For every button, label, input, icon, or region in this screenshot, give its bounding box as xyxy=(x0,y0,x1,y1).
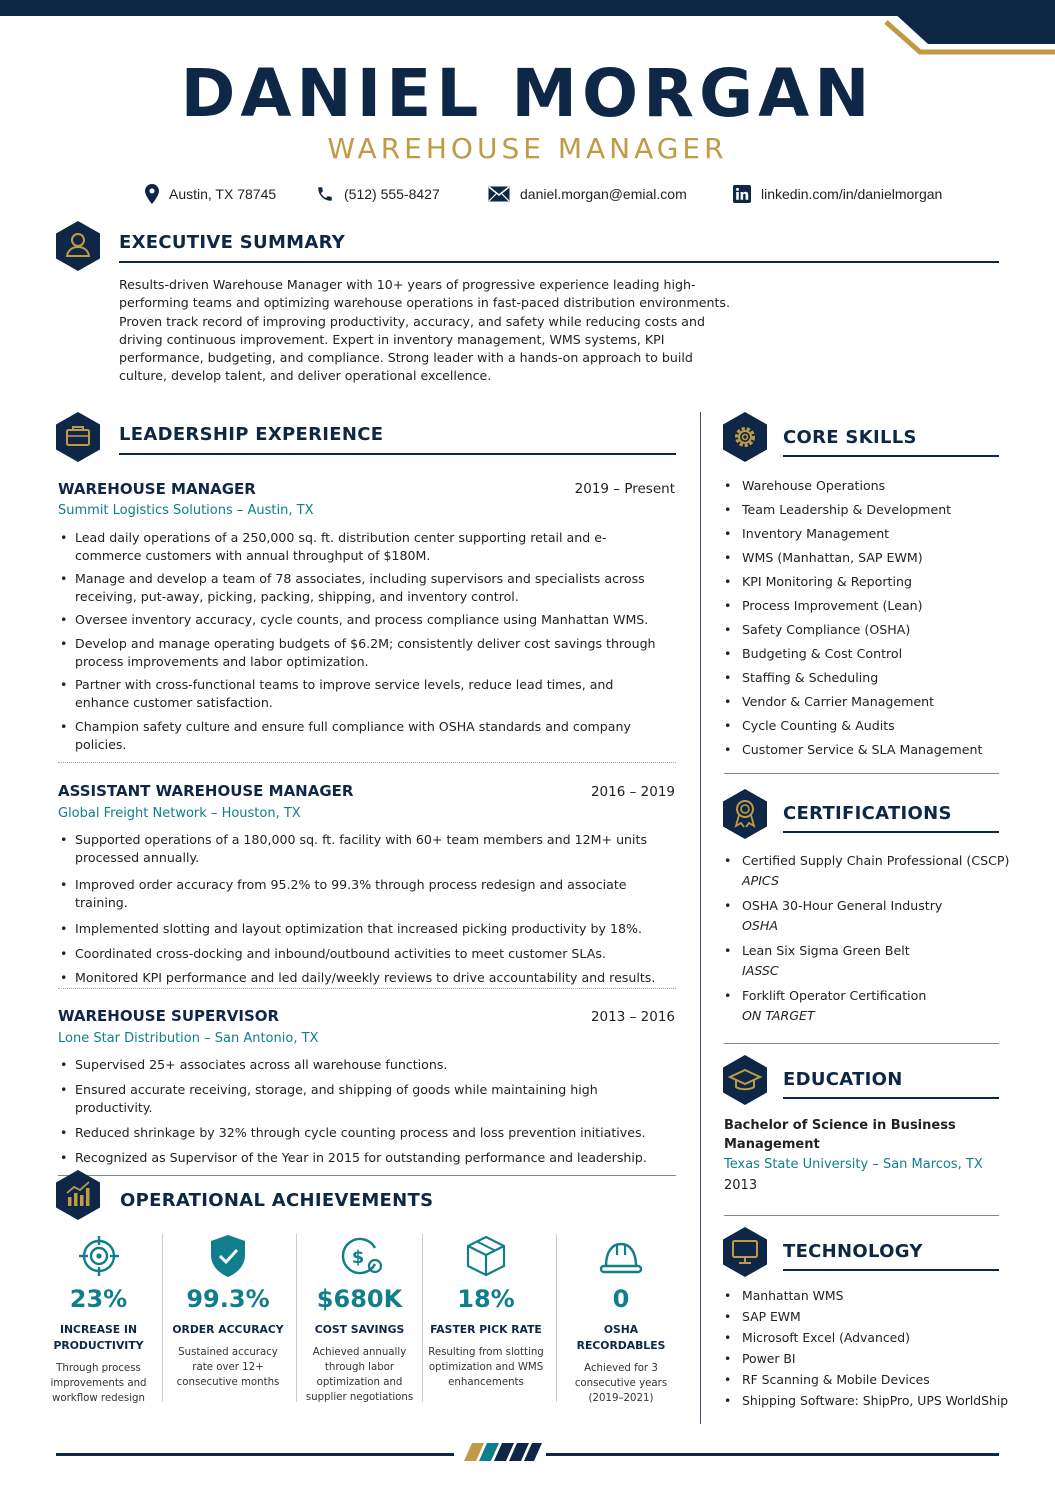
achievement-value: 23% xyxy=(69,1285,128,1313)
job-bullet: • Recognized as Supervisor of the Year in 2015 for outstanding performance and leadership. xyxy=(58,1149,658,1167)
achievement-divider xyxy=(162,1234,163,1402)
job-bullet: • Monitored KPI performance and led daily/weekly reviews to drive accountability and results. xyxy=(58,969,658,987)
job-separator xyxy=(58,988,676,989)
gear-icon xyxy=(722,411,768,463)
job-dates: 2019 – Present xyxy=(574,481,675,497)
achievement-value: $680K xyxy=(316,1285,403,1313)
skill-item: • Process Improvement (Lean) xyxy=(724,594,1014,618)
job-bullet: • Oversee inventory accuracy, cycle counts, and process compliance using Manhattan WMS. xyxy=(58,611,658,629)
skill-item: • Team Leadership & Development xyxy=(724,498,1014,522)
education-degree: Bachelor of Science in Business Management xyxy=(724,1118,956,1152)
job-title: WAREHOUSE MANAGER xyxy=(58,480,256,498)
award-ribbon-icon xyxy=(722,788,768,840)
achievement-description: Achieved for 3 consecutive years (2019–2021) xyxy=(574,1363,668,1404)
achievement-label: FASTER PICK RATE xyxy=(430,1323,542,1336)
skill-item: • Inventory Management xyxy=(724,522,1014,546)
achievement-description: Achieved annually through labor optimization and supplier negotiations xyxy=(305,1347,414,1403)
job-company: Summit Logistics Solutions – Austin, TX xyxy=(58,503,314,518)
certifications-list xyxy=(724,851,1014,1026)
person-icon xyxy=(55,220,101,272)
monitor-icon xyxy=(722,1226,768,1278)
education-year: 2013 xyxy=(724,1178,758,1193)
skill-item: • Warehouse Operations xyxy=(724,474,1014,498)
shield-check-icon xyxy=(209,1234,247,1278)
bar-chart-icon xyxy=(55,1169,101,1221)
skills-list xyxy=(724,474,1014,762)
technology-item: • SAP EWM xyxy=(724,1306,1014,1327)
location-pin-icon xyxy=(145,184,159,204)
technology-item: • Manhattan WMS xyxy=(724,1285,1014,1306)
box-icon xyxy=(466,1235,506,1277)
summary-rule xyxy=(119,261,999,263)
certification-item xyxy=(724,896,1014,936)
skill-item: • Budgeting & Cost Control xyxy=(724,642,1014,666)
education-rule xyxy=(783,1097,999,1099)
linkedin-icon xyxy=(733,185,751,203)
achievement-label: COST SAVINGS xyxy=(314,1323,405,1336)
experience-heading: LEADERSHIP EXPERIENCE xyxy=(119,424,384,445)
certification-name: Forklift Operator Certification xyxy=(742,988,927,1003)
job-bullet: • Coordinated cross-docking and inbound/outbound activities to meet customer SLAs. xyxy=(58,945,658,963)
certification-name: OSHA 30-Hour General Industry xyxy=(742,898,943,913)
education-school: Texas State University – San Marcos, TX xyxy=(724,1157,983,1172)
candidate-title: WAREHOUSE MANAGER xyxy=(327,132,728,165)
job-dates: 2016 – 2019 xyxy=(590,784,675,800)
section-rule xyxy=(724,1215,999,1216)
job-separator xyxy=(58,762,676,763)
technology-heading: TECHNOLOGY xyxy=(783,1241,923,1262)
contact-email[interactable] xyxy=(488,181,687,207)
hard-hat-icon xyxy=(598,1236,644,1276)
achievement-divider xyxy=(422,1234,423,1402)
contact-location xyxy=(145,181,276,207)
corner-accent xyxy=(880,0,1055,62)
skill-item: • Cycle Counting & Audits xyxy=(724,714,1014,738)
job-bullet: • Implemented slotting and layout optimization that increased picking productivity by 18%. xyxy=(58,920,658,938)
graduation-cap-icon xyxy=(722,1054,768,1106)
job-bullet: • Partner with cross-functional teams to improve service levels, reduce lead times, and enhance customer satisfaction. xyxy=(58,676,658,712)
job-company: Lone Star Distribution – San Antonio, TX xyxy=(58,1031,319,1046)
certifications-rule xyxy=(783,831,999,833)
footer-rule-left xyxy=(56,1453,454,1456)
skill-item: • Vendor & Carrier Management xyxy=(724,690,1014,714)
skill-item: • KPI Monitoring & Reporting xyxy=(724,570,1014,594)
job-bullet: • Ensured accurate receiving, storage, and shipping of goods while maintaining high productivity. xyxy=(58,1081,658,1117)
achievement-value: 99.3% xyxy=(186,1285,270,1313)
job-bullet: • Supervised 25+ associates across all warehouse functions. xyxy=(58,1056,658,1074)
briefcase-icon xyxy=(55,411,101,463)
svg-text:$: $ xyxy=(351,1247,364,1268)
achievement-cost-savings xyxy=(302,1232,417,1408)
column-divider xyxy=(700,412,701,1424)
job-bullet: • Improved order accuracy from 95.2% to 99.3% through process redesign and associate training. xyxy=(58,876,658,912)
contact-linkedin[interactable] xyxy=(733,181,942,207)
summary-heading: EXECUTIVE SUMMARY xyxy=(119,232,346,253)
achievement-label: OSHA RECORDABLES xyxy=(576,1323,666,1352)
summary-text: Results-driven Warehouse Manager with 10+ years of progressive experience leading high-performing teams and optimizing warehouse operations in fast-paced distribution environments. Proven track record of improving productivity, accuracy, and safety while reducing costs and driving continuous improvement. Expert in inventory management, WMS systems, KPI performance, budgeting, and compliance. Strong leader with a hands-on approach to build culture, develop talent, and deliver operational excellence. xyxy=(119,277,730,384)
job-title: WAREHOUSE SUPERVISOR xyxy=(58,1007,280,1025)
skills-heading: CORE SKILLS xyxy=(783,427,917,448)
achievement-description: Through process improvements and workflow redesign xyxy=(50,1363,147,1404)
job-title: ASSISTANT WAREHOUSE MANAGER xyxy=(58,782,354,800)
technology-item: • Power BI xyxy=(724,1348,1014,1369)
certification-item xyxy=(724,986,1014,1026)
footer-rule-right xyxy=(546,1453,999,1456)
phone-icon xyxy=(316,185,334,203)
skill-item: • WMS (Manhattan, SAP EWM) xyxy=(724,546,1014,570)
experience-rule xyxy=(119,453,676,455)
achievement-accuracy xyxy=(172,1232,284,1408)
job-bullet: • Reduced shrinkage by 32% through cycle counting process and loss prevention initiatives. xyxy=(58,1124,658,1142)
technology-item: • Microsoft Excel (Advanced) xyxy=(724,1327,1014,1348)
job-company: Global Freight Network – Houston, TX xyxy=(58,806,301,821)
skills-rule xyxy=(783,455,999,457)
section-rule xyxy=(724,1043,999,1044)
skill-item: • Customer Service & SLA Management xyxy=(724,738,1014,762)
achievement-value: 0 xyxy=(612,1285,630,1313)
certification-name: Certified Supply Chain Professional (CSCP) xyxy=(742,853,1010,868)
job-bullet: • Lead daily operations of a 250,000 sq. ft. distribution center supporting retail and e-commerce customers with annual throughput of $180M. xyxy=(58,529,658,565)
section-rule xyxy=(724,773,999,774)
achievement-divider xyxy=(296,1234,297,1402)
envelope-icon xyxy=(488,186,510,202)
technology-rule xyxy=(783,1269,999,1271)
job-bullets xyxy=(58,831,658,987)
technology-list xyxy=(724,1285,1014,1411)
job-dates: 2013 – 2016 xyxy=(590,1009,675,1025)
achievement-label: INCREASE IN PRODUCTIVITY xyxy=(53,1323,144,1352)
certification-issuer: APICS xyxy=(742,873,779,888)
skill-item: • Staffing & Scheduling xyxy=(724,666,1014,690)
education-heading: EDUCATION xyxy=(783,1069,903,1090)
job-bullets xyxy=(58,1056,658,1167)
achievement-value: 18% xyxy=(457,1285,515,1313)
job-bullet: • Develop and manage operating budgets of $6.2M; consistently deliver cost savings through process improvements and labor optimization. xyxy=(58,635,658,671)
contact-phone xyxy=(316,181,440,207)
footer-stripes xyxy=(464,1443,544,1461)
linkedin-text[interactable]: linkedin.com/in/danielmorgan xyxy=(761,186,943,202)
job-bullet: • Manage and develop a team of 78 associates, including supervisors and specialists across receiving, put-away, picking, packing, shipping, and inventory control. xyxy=(58,570,658,606)
achievements-top-rule xyxy=(58,1175,676,1176)
email-text[interactable]: daniel.morgan@emial.com xyxy=(520,186,687,202)
certification-issuer: ON TARGET xyxy=(742,1008,815,1023)
skill-item: • Safety Compliance (OSHA) xyxy=(724,618,1014,642)
candidate-name: DANIEL MORGAN xyxy=(180,55,875,132)
dollar-savings-icon xyxy=(337,1234,383,1278)
achievement-divider xyxy=(556,1234,557,1402)
achievement-pick-rate xyxy=(428,1232,544,1408)
technology-item: • RF Scanning & Mobile Devices xyxy=(724,1369,1014,1390)
certification-issuer: IASSC xyxy=(742,963,779,978)
achievement-productivity xyxy=(48,1232,149,1408)
job-bullets xyxy=(58,529,658,754)
certifications-heading: CERTIFICATIONS xyxy=(783,803,952,824)
technology-item: • Shipping Software: ShipPro, UPS WorldShip xyxy=(724,1390,1014,1411)
achievement-label: ORDER ACCURACY xyxy=(172,1323,284,1336)
certification-name: Lean Six Sigma Green Belt xyxy=(742,943,910,958)
achievement-description: Sustained accuracy rate over 12+ consecutive months xyxy=(176,1347,280,1388)
phone-text: (512) 555-8427 xyxy=(344,186,440,202)
job-bullet: • Champion safety culture and ensure full compliance with OSHA standards and company policies. xyxy=(58,718,658,754)
certification-issuer: OSHA xyxy=(742,918,778,933)
certification-item xyxy=(724,851,1014,891)
target-icon xyxy=(78,1235,120,1277)
job-bullet: • Supported operations of a 180,000 sq. ft. facility with 60+ team members and 12M+ units processed annually. xyxy=(58,831,658,867)
achievement-osha xyxy=(562,1232,680,1408)
achievements-heading: OPERATIONAL ACHIEVEMENTS xyxy=(120,1190,434,1211)
location-text: Austin, TX 78745 xyxy=(169,186,277,202)
certification-item xyxy=(724,941,1014,981)
achievement-description: Resulting from slotting optimization and WMS enhancements xyxy=(428,1347,544,1388)
